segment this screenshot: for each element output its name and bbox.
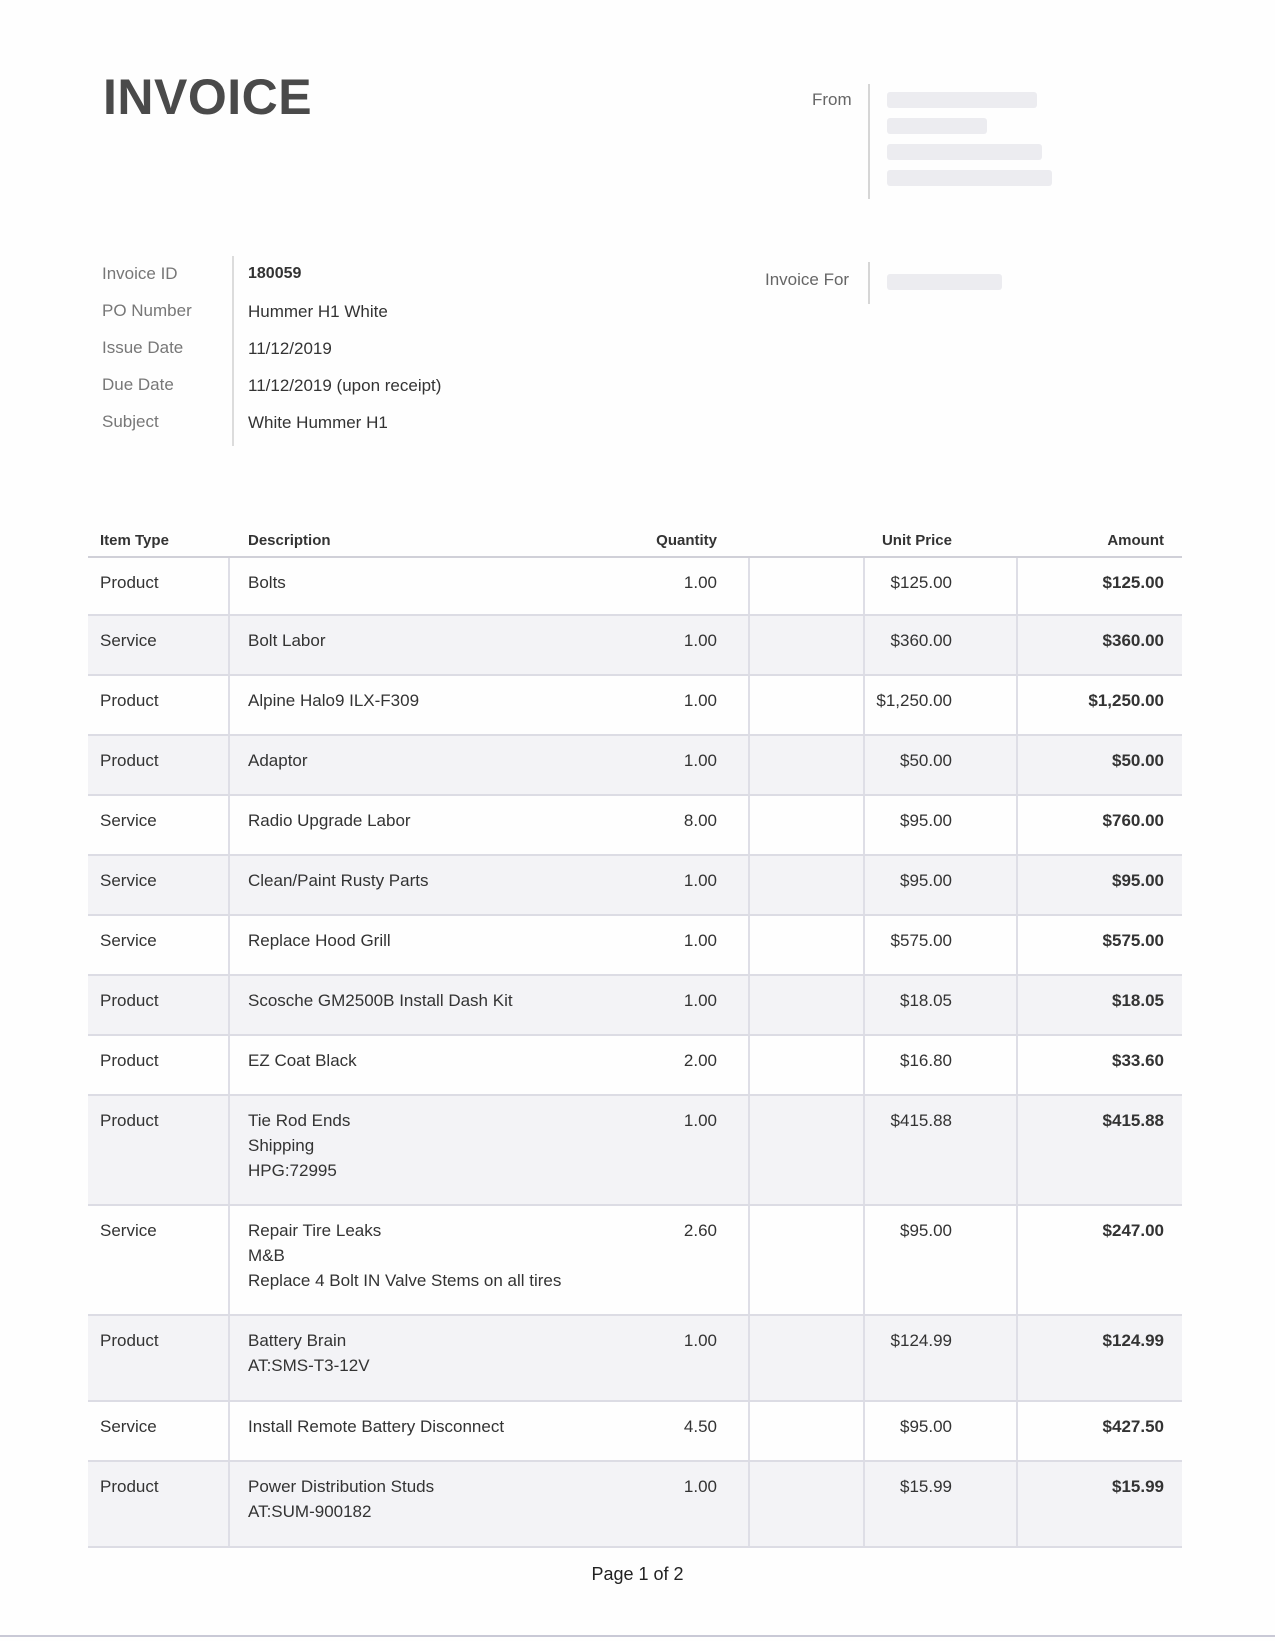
header-amount: Amount [1107,532,1164,549]
column-divider [748,736,750,794]
cell-quantity: 4.50 [683,1417,717,1436]
invoice-title: INVOICE [103,69,313,125]
column-divider [228,676,230,734]
column-divider [1016,976,1018,1034]
column-divider [748,676,750,734]
description-line: AT:SUM-900182 [248,1502,372,1521]
description-line: Alpine Halo9 ILX-F309 [248,691,420,710]
column-divider [1016,558,1018,614]
description-line: Replace Hood Grill [248,931,391,950]
cell-unit-price: $95.00 [900,1221,952,1240]
description-line: HPG:72995 [248,1161,337,1180]
cell-quantity: 8.00 [683,811,717,830]
meta-value: White Hummer H1 [248,413,388,432]
cell-item-type: Service [100,1221,157,1240]
description-line: Tie Rod Ends [248,1111,351,1130]
description-line: Bolts [248,573,286,592]
column-divider [1016,1096,1018,1204]
cell-item-type: Product [100,1111,159,1130]
description-line: Bolt Labor [248,631,326,650]
cell-description [248,808,411,833]
cell-unit-price: $18.05 [900,991,952,1010]
cell-description [248,988,513,1013]
column-divider [863,1096,865,1204]
cell-amount: $427.50 [1102,1417,1164,1436]
cell-description [248,570,286,595]
description-line: Shipping [248,1136,315,1155]
cell-quantity: 1.00 [683,1331,717,1350]
meta-label: Invoice ID [102,264,178,283]
column-divider [228,856,230,914]
cell-unit-price: $16.80 [900,1051,952,1070]
cell-item-type: Service [100,1417,157,1436]
table-body [88,558,1182,1548]
column-divider [228,1462,230,1546]
cell-amount: $247.00 [1102,1221,1164,1240]
description-line: Power Distribution Studs [248,1477,435,1496]
column-divider [748,558,750,614]
invoice-for-divider [868,262,870,304]
meta-value: Hummer H1 White [248,302,388,321]
column-divider [1016,856,1018,914]
column-divider [748,1206,750,1314]
header-unit-price: Unit Price [881,532,952,549]
cell-unit-price: $95.00 [900,811,952,830]
column-divider [228,1316,230,1400]
meta-label: Due Date [102,375,174,394]
cell-item-type: Service [100,811,157,830]
from-divider [868,84,870,199]
header-item-type: Item Type [100,532,169,549]
meta-value: 11/12/2019 (upon receipt) [248,376,442,395]
header-quantity: Quantity [656,532,717,549]
cell-unit-price: $415.88 [890,1111,952,1130]
cell-description [248,1048,357,1073]
column-divider [863,616,865,674]
cell-item-type: Product [100,691,159,710]
cell-item-type: Product [100,1051,159,1070]
cell-quantity: 1.00 [683,751,717,770]
table-row [88,676,1182,736]
cell-amount: $360.00 [1102,631,1164,650]
column-divider [748,796,750,854]
cell-amount: $95.00 [1112,871,1164,890]
cell-quantity: 1.00 [683,1477,717,1496]
column-divider [1016,1036,1018,1094]
column-divider [1016,676,1018,734]
column-divider [863,1402,865,1460]
table-row [88,558,1182,616]
from-label: From [812,90,852,109]
column-divider [863,976,865,1034]
cell-unit-price: $575.00 [890,931,952,950]
cell-item-type: Service [100,931,157,950]
cell-item-type: Product [100,751,159,770]
page-edge [0,1635,1275,1637]
cell-description [248,1414,504,1439]
meta-label: Issue Date [102,338,184,357]
cell-description [248,868,428,893]
column-divider [863,558,865,614]
column-divider [228,1036,230,1094]
cell-description [248,748,308,773]
column-divider [863,856,865,914]
column-divider [748,976,750,1034]
table-row [88,1462,1182,1548]
cell-description [248,688,419,713]
description-line: Install Remote Battery Disconnect [248,1417,505,1436]
description-line: EZ Coat Black [248,1051,357,1070]
column-divider [863,1462,865,1546]
column-divider [748,916,750,974]
column-divider [1016,736,1018,794]
cell-amount: $33.60 [1112,1051,1164,1070]
table-row [88,1206,1182,1316]
column-divider [228,736,230,794]
meta-due-date [100,367,700,404]
cell-quantity: 2.60 [683,1221,717,1240]
column-divider [1016,616,1018,674]
cell-quantity: 1.00 [683,991,717,1010]
cell-description [248,1474,434,1524]
description-line: Repair Tire Leaks [248,1221,382,1240]
cell-unit-price: $360.00 [890,631,952,650]
cell-amount: $575.00 [1102,931,1164,950]
cell-amount: $124.99 [1102,1331,1164,1350]
table-header [88,528,1182,558]
table-row [88,1402,1182,1462]
column-divider [863,796,865,854]
column-divider [228,1206,230,1314]
column-divider [863,916,865,974]
column-divider [228,976,230,1034]
cell-description [248,1328,370,1378]
column-divider [748,616,750,674]
description-line: Scosche GM2500B Install Dash Kit [248,991,513,1010]
cell-amount: $15.99 [1112,1477,1164,1496]
cell-unit-price: $125.00 [890,573,952,592]
table-row [88,1036,1182,1096]
table-row [88,1096,1182,1206]
description-line: Radio Upgrade Labor [248,811,411,830]
invoice-for-redacted [887,274,1002,290]
column-divider [863,676,865,734]
meta-value: 11/12/2019 [248,339,332,358]
column-divider [748,1036,750,1094]
column-divider [863,736,865,794]
cell-amount: $50.00 [1112,751,1164,770]
column-divider [1016,1402,1018,1460]
cell-description [248,1218,561,1293]
cell-item-type: Product [100,1477,159,1496]
cell-item-type: Service [100,631,157,650]
column-divider [1016,1206,1018,1314]
header-description: Description [248,532,331,549]
cell-quantity: 1.00 [683,573,717,592]
column-divider [748,1316,750,1400]
meta-subject [100,404,700,441]
cell-quantity: 2.00 [683,1051,717,1070]
description-line: Clean/Paint Rusty Parts [248,871,429,890]
meta-invoice-id [100,256,700,293]
column-divider [1016,1316,1018,1400]
cell-amount: $1,250.00 [1088,691,1164,710]
cell-quantity: 1.00 [683,931,717,950]
column-divider [228,558,230,614]
column-divider [748,1096,750,1204]
cell-quantity: 1.00 [683,631,717,650]
cell-unit-price: $124.99 [890,1331,952,1350]
cell-amount: $760.00 [1102,811,1164,830]
column-divider [748,1402,750,1460]
meta-value: 180059 [248,265,302,282]
line-items-table [88,528,1182,1548]
cell-item-type: Product [100,991,159,1010]
table-row [88,916,1182,976]
description-line: M&B [248,1246,285,1265]
cell-amount: $18.05 [1112,991,1164,1010]
invoice-for-label: Invoice For [765,270,850,289]
description-line: Replace 4 Bolt IN Valve Stems on all tires [248,1271,562,1290]
table-row [88,856,1182,916]
cell-description [248,1108,350,1183]
meta-label: PO Number [102,301,192,320]
cell-amount: $125.00 [1102,573,1164,592]
cell-unit-price: $95.00 [900,1417,952,1436]
table-row [88,976,1182,1036]
column-divider [1016,796,1018,854]
cell-unit-price: $1,250.00 [876,691,952,710]
cell-quantity: 1.00 [683,871,717,890]
cell-amount: $415.88 [1102,1111,1164,1130]
description-line: Adaptor [248,751,308,770]
meta-issue-date [100,330,700,367]
description-line: Battery Brain [248,1331,347,1350]
column-divider [228,916,230,974]
column-divider [748,856,750,914]
table-row [88,616,1182,676]
cell-quantity: 1.00 [683,691,717,710]
column-divider [1016,1462,1018,1546]
cell-item-type: Product [100,1331,159,1350]
table-row [88,1316,1182,1402]
cell-description [248,928,391,953]
cell-unit-price: $50.00 [900,751,952,770]
page-number: Page 1 of 2 [591,1564,684,1584]
column-divider [228,616,230,674]
column-divider [228,796,230,854]
cell-item-type: Product [100,573,159,592]
column-divider [863,1206,865,1314]
description-line: AT:SMS-T3-12V [248,1356,370,1375]
table-row [88,796,1182,856]
cell-unit-price: $15.99 [900,1477,952,1496]
cell-description [248,628,326,653]
meta-po-number [100,293,700,330]
cell-quantity: 1.00 [683,1111,717,1130]
meta-label: Subject [102,412,159,431]
column-divider [228,1402,230,1460]
column-divider [748,1462,750,1546]
cell-item-type: Service [100,871,157,890]
column-divider [863,1036,865,1094]
column-divider [863,1316,865,1400]
table-row [88,736,1182,796]
column-divider [228,1096,230,1204]
cell-unit-price: $95.00 [900,871,952,890]
column-divider [1016,916,1018,974]
